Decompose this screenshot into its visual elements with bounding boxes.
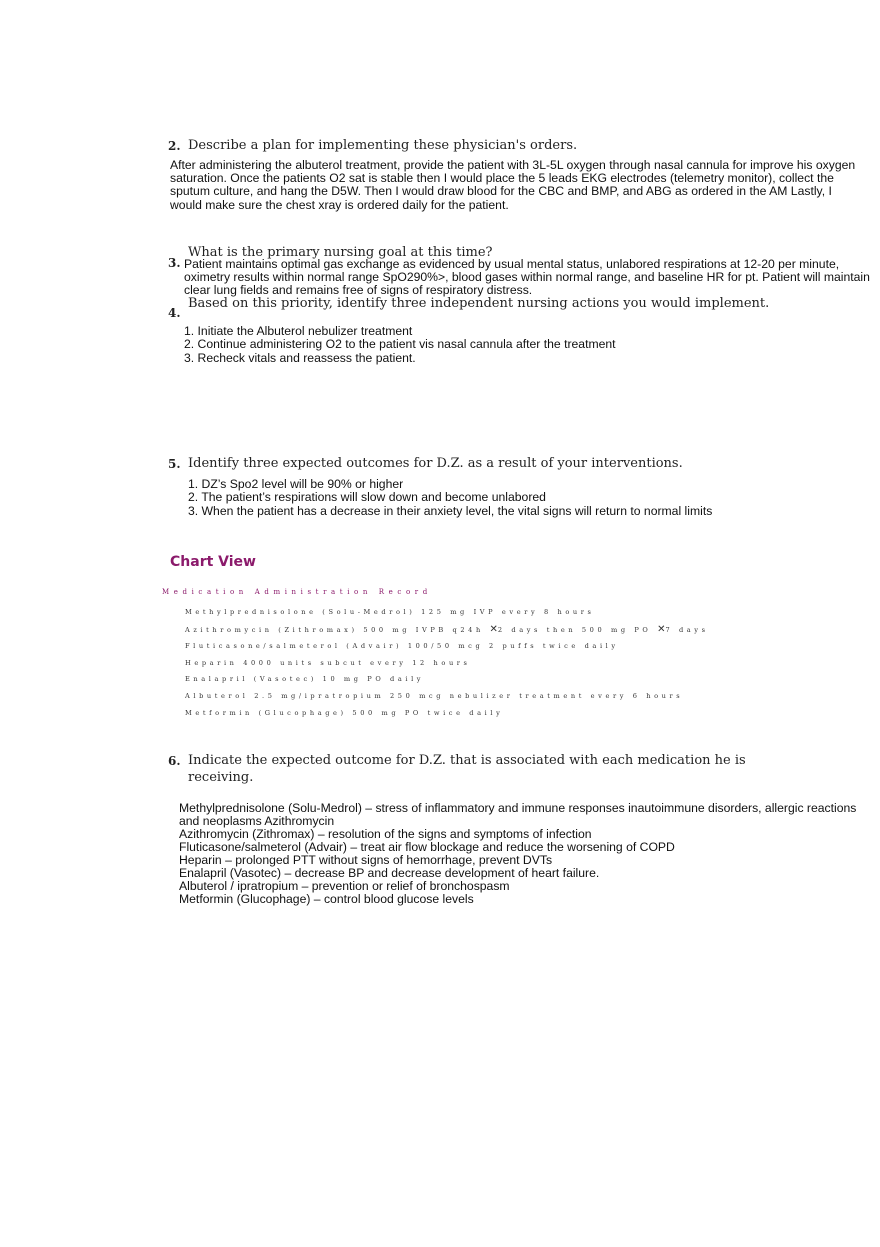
question-6-text-line2: receiving.: [188, 770, 254, 785]
times-icon: ✕: [489, 624, 498, 635]
question-3-answer-text: Patient maintains optimal gas exchange as evidenced by usual mental status, unlabored respirations at 12-20 per minute, oximetry results within normal range SpO290%>, blood gases within normal range, and baseline HR for pt. Patient will maintain clear lung fields and remains free of signs of respiratory distress.: [184, 257, 870, 298]
list-item: 2. The patient’s respirations will slow down and become unlabored: [188, 490, 546, 505]
mar-med-line: Albuterol 2.5 mg/ipratropium 250 mcg nebulizer treatment every 6 hours: [185, 692, 684, 700]
list-item: Albuterol / ipratropium – prevention or relief of bronchospasm: [179, 879, 510, 893]
question-2-text: Describe a plan for implementing these physician's orders.: [188, 138, 578, 153]
mar-med-line: Enalapril (Vasotec) 10 mg PO daily: [185, 675, 425, 683]
question-5-number: 5.: [168, 457, 181, 471]
question-3-text: What is the primary nursing goal at this time?: [188, 245, 493, 260]
mar-med-line: [185, 624, 709, 635]
mar-med-line: Metformin (Glucophage) 500 mg PO twice daily: [185, 709, 504, 717]
mar-med-text: 2 days then 500 mg PO: [497, 626, 652, 634]
question-6-number: 6.: [168, 754, 181, 768]
mar-med-text: 7 days: [665, 626, 709, 634]
list-item: Enalapril (Vasotec) – decrease BP and decrease development of heart failure.: [179, 866, 600, 880]
list-item: Fluticasone/salmeterol (Advair) – treat air flow blockage and reduce the worsening of COPD: [179, 840, 675, 854]
list-item: 2. Continue administering O2 to the patient vis nasal cannula after the treatment: [184, 337, 616, 352]
question-5-text: Identify three expected outcomes for D.Z. as a result of your interventions.: [188, 456, 683, 471]
list-item: Azithromycin (Zithromax) – resolution of the signs and symptoms of infection: [179, 827, 592, 841]
mar-title: Medication Administration Record: [162, 588, 432, 596]
mar-med-line: Heparin 4000 units subcut every 12 hours: [185, 659, 471, 667]
question-4-number: 4.: [168, 306, 181, 320]
list-item: Methylprednisolone (Solu-Medrol) – stress of inflammatory and immune responses inautoimmune disorders, allergic reactions and neoplasms Azithromycin: [179, 801, 857, 828]
question-2-answer-text: After administering the albuterol treatment, provide the patient with 3L-5L oxygen through nasal cannula for improve his oxygen saturation. Once the patients O2 sat is stable then I would place the 5 leads EKG electrodes (telemetry monitor), collect the sputum culture, and hang the D5W. Then I would draw blood for the CBC and BMP, and ABG as ordered in the AM Lastly, I would make sure the chest xray is ordered daily for the patient.: [170, 158, 856, 212]
question-4-list: [184, 325, 616, 365]
list-item: 1. Initiate the Albuterol nebulizer treatment: [184, 324, 413, 338]
question-2-number: 2.: [168, 139, 181, 153]
question-4-text: Based on this priority, identify three independent nursing actions you would implement.: [188, 296, 770, 311]
question-3-number: 3.: [168, 256, 181, 270]
question-3-answer: [184, 258, 878, 298]
list-item: 3. Recheck vitals and reassess the patient.: [184, 350, 416, 365]
list-item: Metformin (Glucophage) – control blood glucose levels: [179, 892, 474, 906]
mar-med-text: Azithromycin (Zithromax) 500 mg IVPB q24h: [185, 626, 484, 634]
question-6-answers: [179, 802, 859, 906]
list-item: 3. When the patient has a decrease in their anxiety level, the vital signs will return to normal limits: [188, 503, 713, 518]
mar-med-line: Methylprednisolone (Solu-Medrol) 125 mg IVP every 8 hours: [185, 608, 595, 616]
chart-view-heading: Chart View: [170, 554, 256, 570]
question-6-text-line1: Indicate the expected outcome for D.Z. that is associated with each medication he is: [188, 753, 746, 768]
question-2-answer: [170, 159, 860, 212]
mar-med-line: Fluticasone/salmeterol (Advair) 100/50 mcg 2 puffs twice daily: [185, 642, 619, 650]
list-item: 1. DZ’s Spo2 level will be 90% or higher: [188, 477, 404, 491]
question-5-list: [188, 478, 712, 518]
times-icon: ✕: [657, 624, 666, 635]
list-item: Heparin – prolonged PTT without signs of hemorrhage, prevent DVTs: [179, 853, 553, 867]
